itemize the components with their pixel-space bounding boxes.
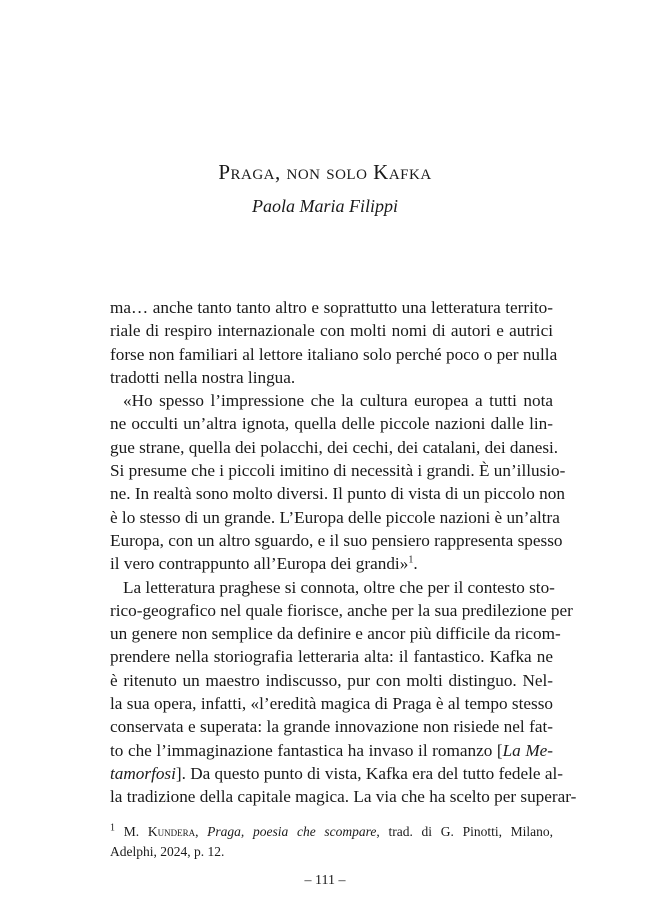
text-line: Si presume che i piccoli imitino di necessità i grandi. È un’illusio- xyxy=(110,461,566,481)
chapter-author: Paola Maria Filippi xyxy=(252,196,398,216)
quote-end-text: il vero contrappunto all’Europa dei grandi» xyxy=(110,554,409,574)
text-line: Europa, con un altro sguardo, e il suo pensiero rappresenta spesso xyxy=(110,530,563,550)
text-line: rico-geografico nel quale fiorisce, anche per la sua predilezione per xyxy=(110,600,573,620)
footnote-reference: 1 xyxy=(408,554,414,566)
body-text xyxy=(110,296,577,809)
footnote-line: $^1$ M. Kundera, Praga, poesia che scompare, trad. di G. Pinotti, Milano, xyxy=(110,822,554,839)
quote-end-period: . xyxy=(413,554,418,574)
footnote-details: , trad. di G. Pinotti, Milano, xyxy=(376,824,554,839)
chapter-title: Praga, non solo Kafka xyxy=(218,160,432,184)
footnote-author-initial: M. xyxy=(123,824,140,839)
text-line: gue strane, quella dei polacchi, dei cechi, dei catalani, dei danesi. xyxy=(110,437,559,457)
text-line: la sua opera, infatti, «l’eredità magica di Praga è al tempo stesso xyxy=(110,694,553,714)
text-line: prendere nella storiografia letteraria alta: il fantastico. Kafka ne xyxy=(110,647,553,667)
text-line: forse non familiari al lettore italiano solo perché poco o per nulla xyxy=(110,344,558,364)
text-line xyxy=(110,552,553,575)
text-line: La letteratura praghese si connota, oltre che per il contesto sto- xyxy=(123,577,555,597)
footnote xyxy=(110,822,553,862)
text-line: riale di respiro internazionale con molti nomi di autori e autrici xyxy=(110,321,553,341)
footnote-author-surname: Kundera xyxy=(147,824,196,839)
footnote-number: 1 xyxy=(110,822,115,834)
italic-title: tamorfosi xyxy=(110,763,176,783)
text-line xyxy=(110,739,553,762)
text-line: ne. In realtà sono molto diversi. Il punto di vista di un piccolo non xyxy=(110,484,565,504)
text-line: tradotti nella nostra lingua. xyxy=(110,367,296,387)
footnote-line: Adelphi, 2024, p. 12. xyxy=(110,844,225,859)
text-segment: ]. Da questo punto di vista, Kafka era del tutto fedele al- xyxy=(175,763,563,783)
text-line: ne occulti un’altra ignota, quella delle piccole nazioni dalle lin- xyxy=(110,414,553,434)
page-number: – 111 – xyxy=(304,873,346,888)
text-line: ma… anche tanto tanto altro e soprattutto una letteratura territo- xyxy=(110,298,553,317)
text-line: conservata e superata: la grande innovazione non risiede nel fat- xyxy=(110,717,553,737)
italic-title: La Me- xyxy=(502,740,553,760)
footnote-title: Praga, poesia che scompare xyxy=(207,824,377,839)
text-segment: to che l’immaginazione fantastica ha invaso il romanzo [ xyxy=(110,740,503,760)
text-line: un genere non semplice da definire e ancor più difficile da ricom- xyxy=(110,624,561,644)
text-line: «Ho spesso l’impressione che la cultura europea a tutti nota xyxy=(123,391,553,411)
text-line: la tradizione della capitale magica. La via che ha scelto per superar- xyxy=(110,787,577,807)
text-line xyxy=(110,762,563,785)
text-line: è ritenuto un maestro indiscusso, pur con molti distinguo. Nel- xyxy=(110,670,553,690)
text-line: è lo stesso di un grande. L’Europa delle piccole nazioni è un’altra xyxy=(110,507,560,527)
